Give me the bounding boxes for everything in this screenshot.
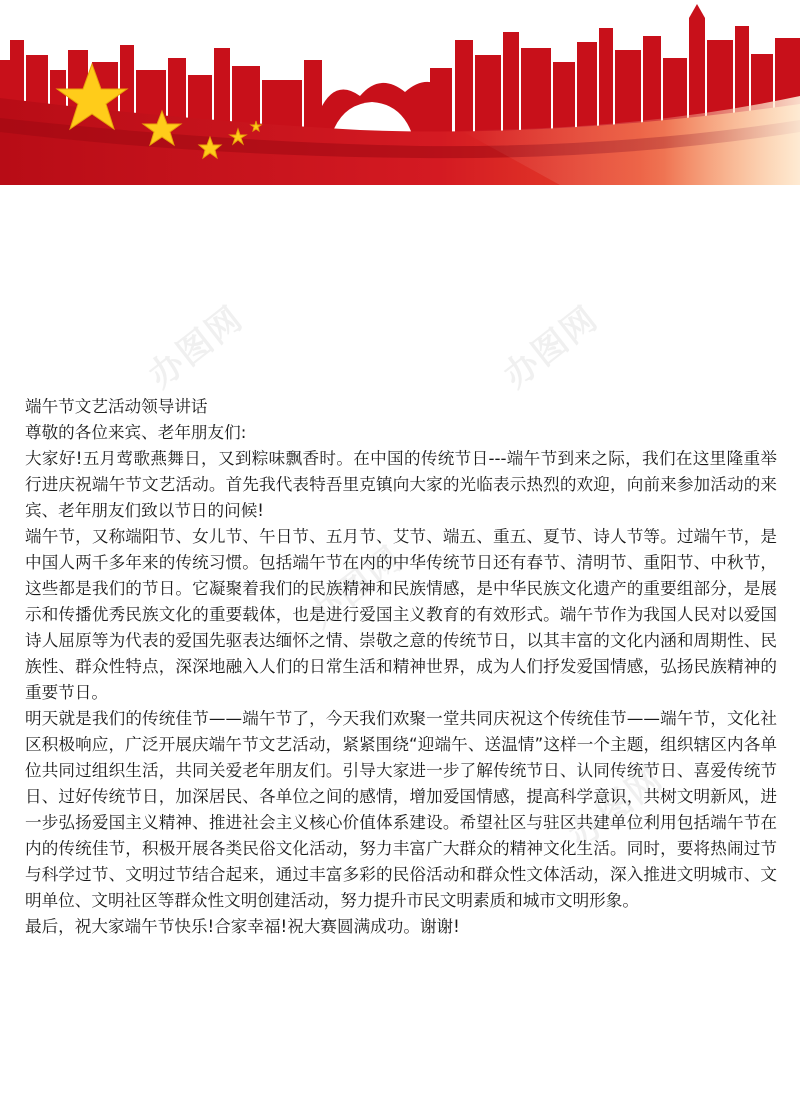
salutation: 尊敬的各位来宾、老年朋友们: [25,423,247,442]
watermark: 办图网 [561,758,672,857]
watermark: 办图网 [496,298,607,397]
header-banner [0,0,800,185]
watermark: 办图网 [301,538,412,637]
paragraph: 大家好!五月莺歌燕舞日，又到粽味飘香时。在中国的传统节日---端午节到来之际，我们在这里隆重举行进庆祝端午节文艺活动。首先我代表特吾里克镇向大家的光临表示热烈的欢迎，向前来参加活动的来宾、老年朋友们致以节日的问候! [25,449,777,520]
paragraph: 明天就是我们的传统佳节——端午节了，今天我们欢聚一堂共同庆祝这个传统佳节——端午节，文化社区积极响应，广泛开展庆端午节文艺活动，紧紧围绕“迎端午、送温情”这样一个主题，组织辖区内各单位共同过组织生活，共同关爱老年朋友们。引导大家进一步了解传统节日、认同传统节日、喜爱传统节日、过好传统节日，加深居民、各单位之间的感情，增加爱国情感，提高科学意识，共树文明新风，进一步弘扬爱国主义精神、推进社会主义核心价值体系建设。希望社区与驻区共建单位利用包括端午节在内的传统佳节，积极开展各类民俗文化活动，努力丰富广大群众的精神文化生活。同时，要将热闹过节与科学过节、文明过节结合起来，通过丰富多彩的民俗活动和群众性文体活动，深入推进文明城市、文明单位、文明社区等群众性文明创建活动，努力提升市民文明素质和城市文明形象。 [25,709,777,910]
watermark: 办图网 [141,298,252,397]
paragraph: 端午节，又称端阳节、女儿节、午日节、五月节、艾节、端五、重五、夏节、诗人节等。过端午节，是中国人两千多年来的传统习惯。包括端午节在内的中华传统节日还有春节、清明节、重阳节、中秋节，这些都是我们的节日。它凝聚着我们的民族精神和民族情感，是中华民族文化遗产的重要组部分，是展示和传播优秀民族文化的重要载体，也是进行爱国主义教育的有效形式。端午节作为我国人民对以爱国诗人屈原等为代表的爱国先驱表达缅怀之情、崇敬之意的传统节日，以其丰富的文化内涵和周期性、民族性、群众性特点，深深地融入人们的日常生活和精神世界，成为人们抒发爱国情感，弘扬民族精神的重要节日。 [25,527,777,702]
speech-title: 端午节文艺活动领导讲话 [25,397,208,416]
speech-body [25,394,777,940]
paragraph: 最后，祝大家端午节快乐!合家幸福!祝大赛圆满成功。谢谢! [25,917,460,936]
